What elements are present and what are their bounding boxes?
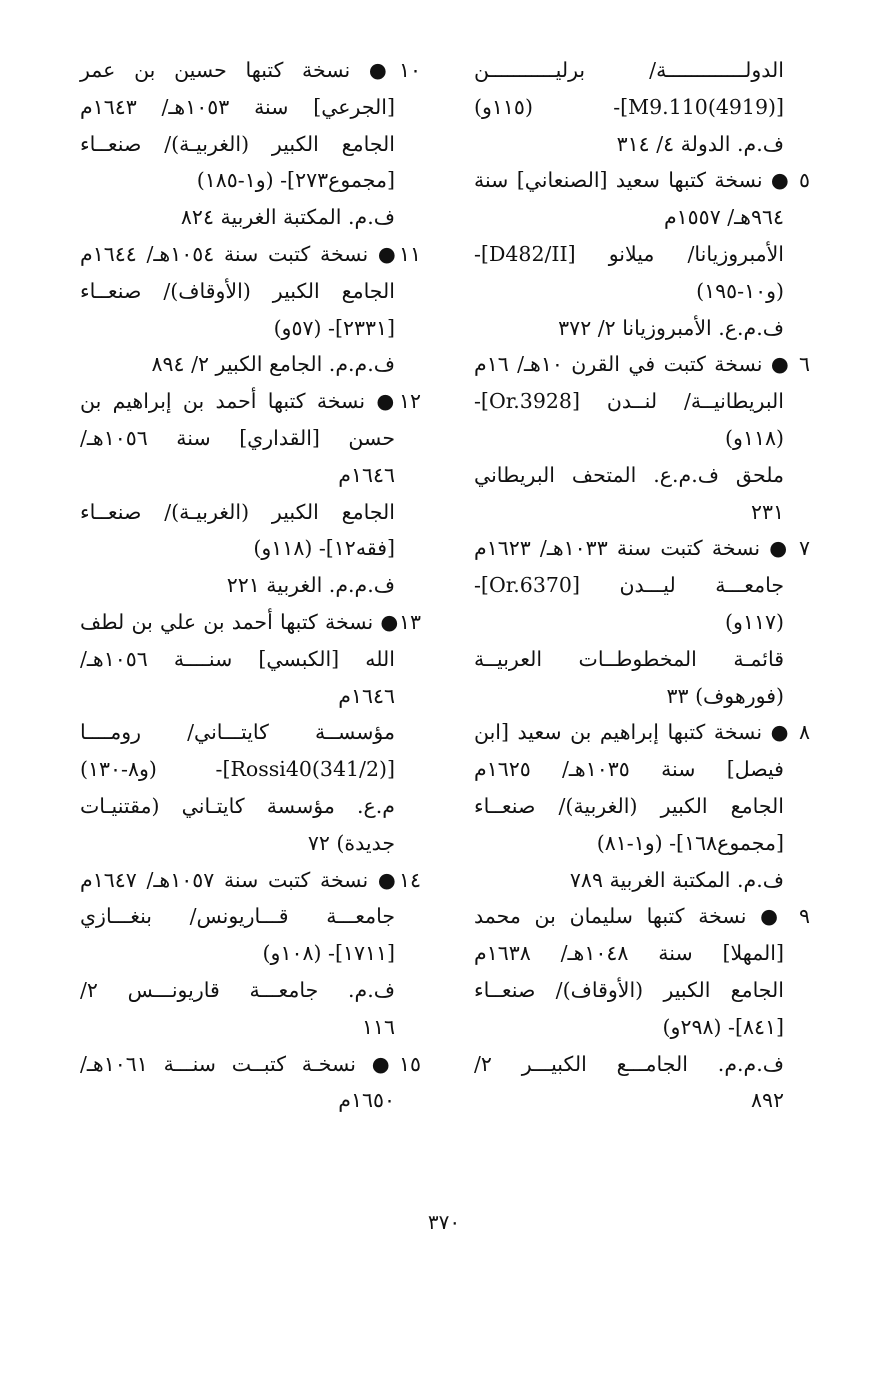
entry-line: ف.م.م. الجامـــع الكبيـــر ٢/ [474, 1051, 784, 1076]
manuscript-entry [474, 530, 810, 714]
entry-line: (١١٨و) [725, 425, 784, 450]
entry-line: (١١٧و) [725, 609, 784, 634]
entry-line: [الجرعي] سنة ١٠٥٣هـ/ ١٦٤٣م [80, 94, 395, 119]
entry-line: مؤسســة كايتـــاني/ رومــــا [80, 720, 395, 745]
entry-line: فيصل] سنة ١٠٣٥هـ/ ١٦٢٥م [474, 757, 784, 782]
manuscript-entry [474, 162, 810, 346]
entry-line: ف.م. الدولة ٤/ ٣١٤ [616, 131, 784, 156]
manuscript-entry [474, 714, 810, 898]
entry-line: جديدة) ٧٢ [307, 830, 395, 855]
entry-line: الجامع الكبير (الغربيـة)/ صنعــاء [80, 499, 395, 524]
entry-heading: ٦ ● نسخة كتبت في القرن ١٠هـ/ ١٦م [474, 352, 810, 377]
entry-line: (و١٠-١٩٥) [696, 278, 784, 303]
entry-line: ٨٩٢ [750, 1088, 784, 1113]
entry-line: [مجموع٢٧٣]- (و١-١٨٥) [196, 168, 395, 193]
entry-heading: ١٠● نسخة كتبها حسين بن عمر [80, 58, 421, 82]
entry-line: [المهلا] سنة ١٠٤٨هـ/ ١٦٣٨م [474, 941, 784, 966]
entry-heading: ١٣● نسخة كتبها أحمد بن علي بن لطف [80, 609, 421, 634]
entry-line: [٨٤١]- (٢٩٨و) [662, 1014, 784, 1039]
manuscript-entry [80, 1046, 421, 1120]
manuscript-entry [80, 236, 421, 383]
entry-heading: ١٢● نسخة كتبها أحمد بن إبراهيم بن [80, 389, 421, 414]
entry-line: ١٦٤٦م [338, 462, 395, 487]
entry-line: ف.م. جامعـــة قاريونـــس ٢/ [80, 977, 395, 1002]
manuscript-entry [474, 898, 810, 1119]
entry-line: ف.م.م. الجامع الكبير ٢/ ٨٩٤ [151, 352, 395, 377]
entry-line: ١٦٥٠م [338, 1088, 395, 1113]
entry-line: [١٧١١]- (١٠٨و) [262, 941, 395, 966]
entry-line: [مجموع١٦٨]- (و١-٨١) [596, 830, 784, 855]
entry-line: (فورهوف) ٣٣ [666, 683, 784, 708]
manuscript-entry [80, 604, 421, 862]
entry-line: م.ع. مؤسسة كايتـاني (مقتنيـات [80, 793, 395, 818]
entry-heading: ٥ ● نسخة كتبها سعيد [الصنعاني] سنة [474, 168, 810, 193]
manuscript-entry [474, 346, 810, 530]
entry-line: جامعـــة ليـــدن [Or.6370]- [474, 573, 784, 598]
entry-line: ملحق ف.م.ع. المتحف البريطاني [474, 462, 784, 487]
manuscript-entry [474, 52, 810, 162]
entry-line: حسن [القداري] سنة ١٠٥٦هـ/ [80, 425, 395, 450]
entry-heading: ١٤● نسخة كتبت سنة ١٠٥٧هـ/ ١٦٤٧م [80, 867, 421, 892]
entry-heading: ٩ ● نسخة كتبها سليمان بن محمد [474, 904, 810, 929]
page-number: ٣٧٠ [427, 1210, 461, 1234]
entry-line: الجامع الكبير (الغربيـة)/ صنعــاء [80, 131, 395, 156]
entry-line: ١١٦ [361, 1014, 395, 1039]
manuscript-entry [80, 862, 421, 1046]
entry-line: الله [الكبسي] سنــــة ١٠٥٦هـ/ [80, 646, 395, 671]
entry-line: البريطانيــة/ لنــدن [Or.3928]- [474, 389, 784, 414]
left-column [80, 52, 421, 1119]
entry-line: قائمـة المخطوطــات العربيــة [474, 646, 784, 671]
entry-line: ٩٦٤هـ/ ١٥٥٧م [663, 205, 784, 230]
entry-line: ف.م. المكتبة الغربية ٧٨٩ [569, 867, 784, 892]
entry-line: جامعـــة قـــاريونس/ بنغـــازي [80, 904, 395, 929]
entry-line: ٢٣١ [750, 499, 784, 524]
entry-line: ف.م.ع. الأمبروزيانا ٢/ ٣٧٢ [558, 315, 784, 340]
entry-line: [فقه١٢]- (١١٨و) [253, 536, 395, 561]
entry-line: [Rossi40(341/2)]- (و٨-١٣٠) [80, 757, 395, 782]
manuscript-entry [80, 52, 421, 236]
entry-line: [٢٣٣١]- (٥٧و) [273, 315, 395, 340]
entry-heading: ١٥● نسخـة كتبــت سنـــة ١٠٦١هـ/ [80, 1051, 421, 1076]
entry-line: [M9.110(4919)]- (١١٥و) [474, 94, 784, 119]
entry-line: الدولـــــــــــــة/ برليـــــــــــن [474, 58, 784, 82]
right-column [474, 52, 810, 1119]
entry-line: الجامع الكبير (الأوقاف)/ صنعــاء [80, 278, 395, 303]
entry-line: الجامع الكبير (الأوقاف)/ صنعــاء [474, 977, 784, 1002]
entry-line: الجامع الكبير (الغربية)/ صنعــاء [474, 793, 784, 818]
entry-heading: ٨ ● نسخة كتبها إبراهيم بن سعيد [ابن [474, 720, 810, 745]
manuscript-entry [80, 383, 421, 604]
entry-heading: ١١● نسخة كتبت سنة ١٠٥٤هـ/ ١٦٤٤م [80, 241, 421, 266]
entry-line: ١٦٤٦م [338, 683, 395, 708]
entry-heading: ٧ ● نسخة كتبت سنة ١٠٣٣هـ/ ١٦٢٣م [474, 536, 810, 561]
entry-line: ف.م.م. الغربية ٢٢١ [226, 573, 395, 598]
entry-line: ف.م. المكتبة الغربية ٨٢٤ [180, 205, 395, 230]
entry-line: الأمبروزيانا/ ميلانو [D482/II]- [474, 241, 784, 266]
